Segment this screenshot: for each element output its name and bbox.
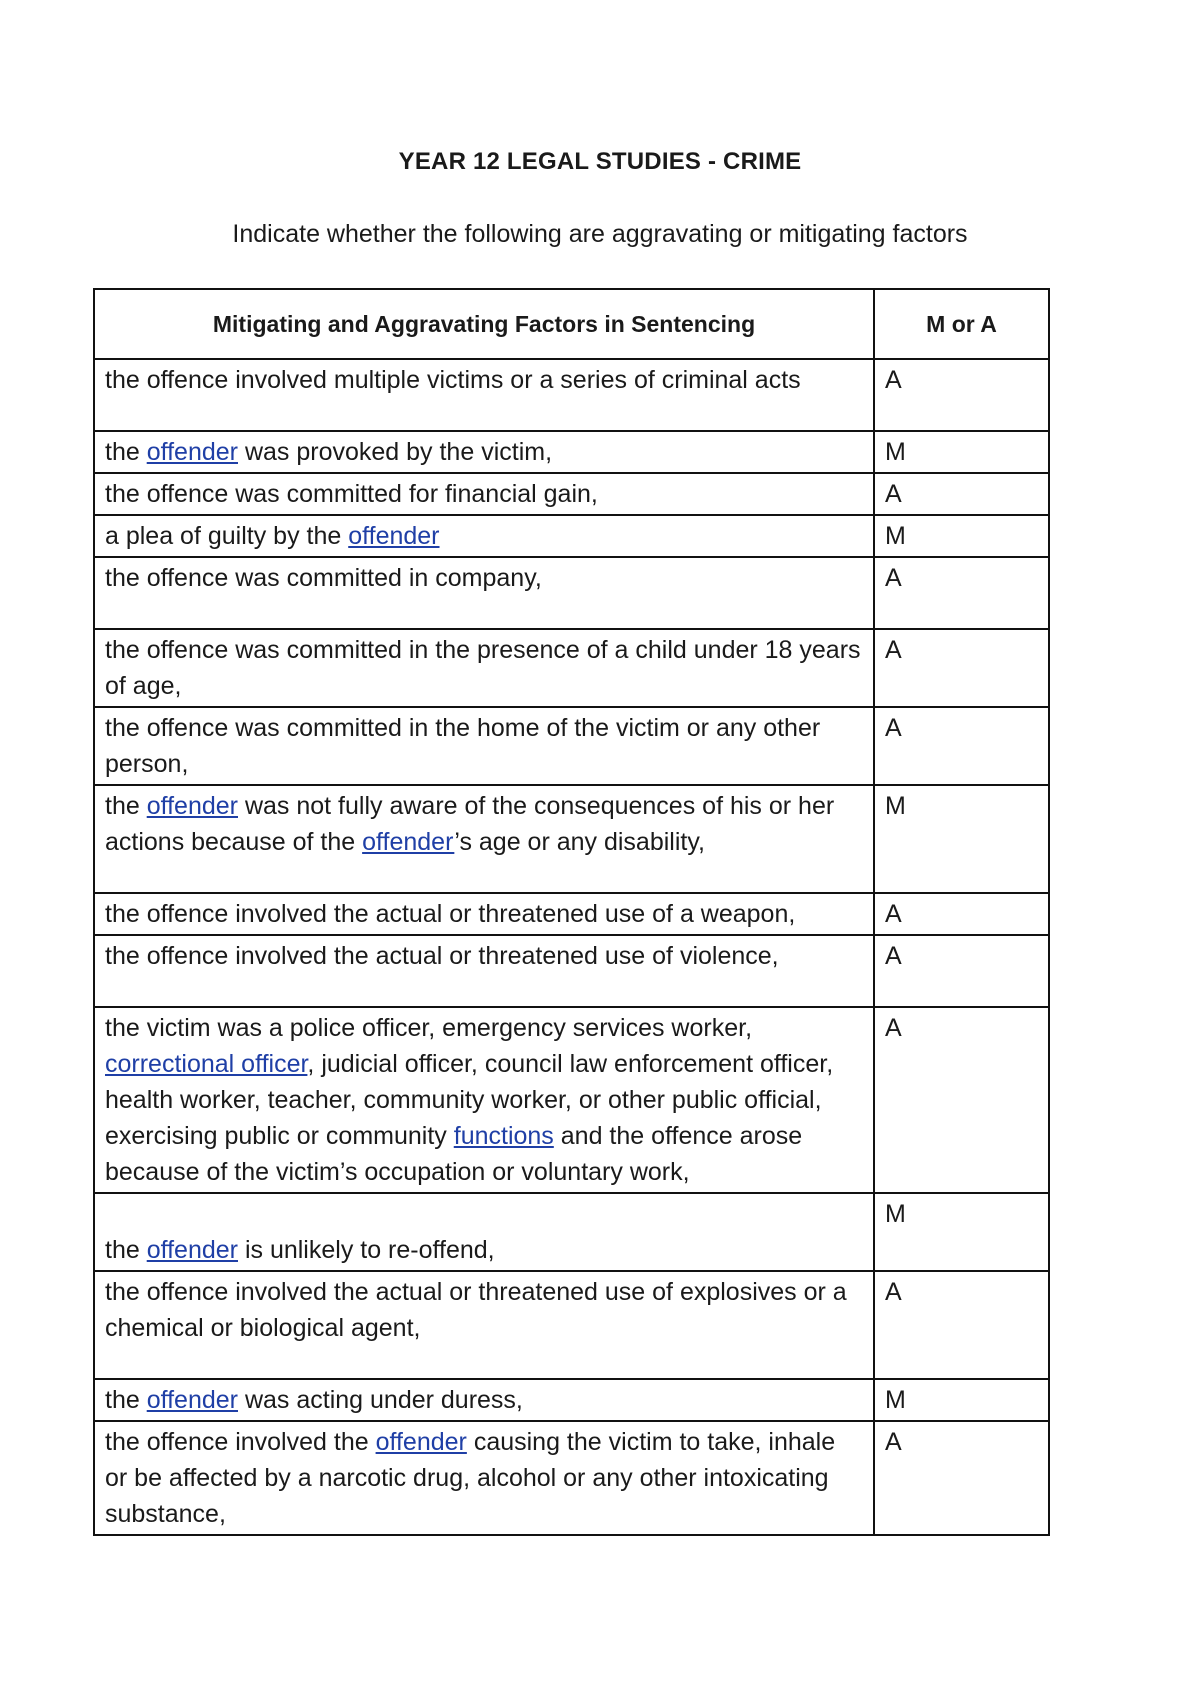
factor-text: the offence involved the actual or threatened use of explosives or a chemical or biological agent, — [105, 1278, 847, 1342]
factor-text: the offender was not fully aware of the consequences of his or her actions because of the offender’s age or any disability, — [105, 792, 835, 856]
table-row — [94, 1193, 1049, 1271]
header-factors: Mitigating and Aggravating Factors in Sentencing — [94, 289, 874, 359]
factor-cell — [94, 707, 874, 785]
table-row — [94, 935, 1049, 1007]
answer-cell: M — [874, 1379, 1049, 1421]
table-row — [94, 707, 1049, 785]
factor-text: the offence was committed in company, — [105, 564, 542, 592]
table-row — [94, 431, 1049, 473]
glossary-link[interactable]: offender — [146, 792, 238, 820]
table-header-row — [94, 289, 1049, 359]
factor-text: the victim was a police officer, emergency services worker, correctional officer, judicial officer, council law enforcement officer, health worker, teacher, community worker, or other public official, exercising public or community functions and the offence arose because of the victim’s occupation or voluntary work, — [105, 1014, 834, 1186]
answer-cell: A — [874, 359, 1049, 431]
table-row — [94, 473, 1049, 515]
answer-cell: A — [874, 1007, 1049, 1193]
answer-cell: A — [874, 629, 1049, 707]
answer-cell: A — [874, 707, 1049, 785]
table-row — [94, 893, 1049, 935]
answer-cell: M — [874, 515, 1049, 557]
answer-cell: A — [874, 473, 1049, 515]
answer-cell: M — [874, 1193, 1049, 1271]
answer-cell: A — [874, 557, 1049, 629]
factor-cell — [94, 515, 874, 557]
glossary-link[interactable]: correctional officer — [105, 1050, 308, 1078]
factor-cell — [94, 629, 874, 707]
factor-text: the offence was committed in the home of the victim or any other person, — [105, 714, 821, 778]
table-row — [94, 629, 1049, 707]
factor-cell — [94, 473, 874, 515]
answer-cell: M — [874, 431, 1049, 473]
factor-cell — [94, 1379, 874, 1421]
factor-text: the offence was committed in the presence of a child under 18 years of age, — [105, 636, 861, 700]
answer-cell: M — [874, 785, 1049, 893]
table-row — [94, 359, 1049, 431]
glossary-link[interactable]: offender — [146, 1236, 238, 1264]
factor-cell — [94, 431, 874, 473]
table-row — [94, 1007, 1049, 1193]
factor-cell — [94, 785, 874, 893]
glossary-link[interactable]: offender — [362, 828, 455, 856]
table-row — [94, 785, 1049, 893]
factor-text: the offence involved the offender causing the victim to take, inhale or be affected by a narcotic drug, alcohol or any other intoxicating substance, — [105, 1428, 836, 1528]
factor-text: a plea of guilty by the offender — [105, 522, 440, 550]
table-row — [94, 1379, 1049, 1421]
glossary-link[interactable]: offender — [146, 438, 238, 466]
glossary-link[interactable]: offender — [146, 1386, 238, 1414]
factor-cell — [94, 1421, 874, 1535]
factor-cell — [94, 935, 874, 1007]
table-row — [94, 515, 1049, 557]
glossary-link[interactable]: offender — [375, 1428, 467, 1456]
table-row — [94, 1421, 1049, 1535]
answer-cell: A — [874, 935, 1049, 1007]
factor-text: the offender is unlikely to re-offend, — [105, 1236, 495, 1264]
factor-cell — [94, 1007, 874, 1193]
factor-cell — [94, 557, 874, 629]
glossary-link[interactable]: offender — [348, 522, 440, 550]
factor-text: the offender was acting under duress, — [105, 1386, 523, 1414]
factor-text: the offence involved the actual or threatened use of a weapon, — [105, 900, 796, 928]
factor-cell — [94, 1193, 874, 1271]
factor-text: the offender was provoked by the victim, — [105, 438, 553, 466]
table-row — [94, 1271, 1049, 1379]
page-title: YEAR 12 LEGAL STUDIES - CRIME — [398, 148, 802, 175]
instruction-text: Indicate whether the following are aggravating or mitigating factors — [232, 220, 968, 248]
factors-table — [93, 288, 1050, 1536]
factor-cell — [94, 1271, 874, 1379]
header-m-or-a: M or A — [874, 289, 1049, 359]
factor-cell — [94, 893, 874, 935]
answer-cell: A — [874, 1271, 1049, 1379]
answer-cell: A — [874, 1421, 1049, 1535]
factor-text: the offence involved the actual or threatened use of violence, — [105, 942, 779, 970]
glossary-link[interactable]: functions — [453, 1122, 554, 1150]
factor-cell — [94, 359, 874, 431]
factor-text: the offence was committed for financial gain, — [105, 480, 598, 508]
answer-cell: A — [874, 893, 1049, 935]
factor-text: the offence involved multiple victims or a series of criminal acts — [105, 366, 801, 394]
table-row — [94, 557, 1049, 629]
